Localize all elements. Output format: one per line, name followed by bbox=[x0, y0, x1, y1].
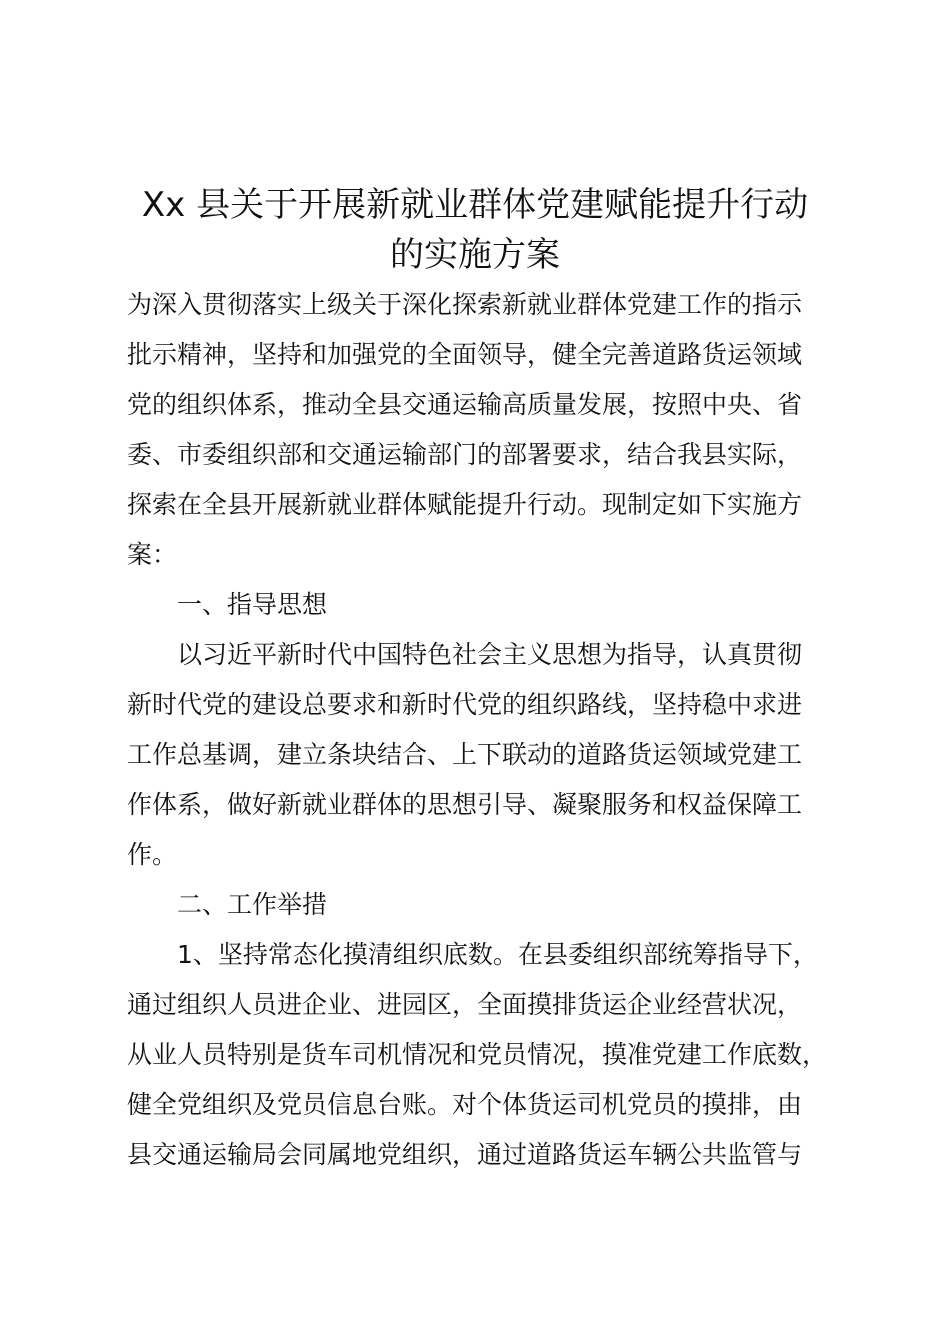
body-line: 1、坚持常态化摸清组织底数。在县委组织部统筹指导下， bbox=[177, 940, 818, 969]
body-line: 通过组织人员进企业、进园区，全面摸排货运企业经营状况， bbox=[127, 990, 803, 1019]
body-line: 案： bbox=[127, 540, 178, 569]
section-heading-guiding-ideology: 一、指导思想 bbox=[177, 590, 328, 619]
section-heading-work-measures: 二、工作举措 bbox=[177, 890, 328, 919]
body-line: 新时代党的建设总要求和新时代党的组织路线，坚持稳中求进 bbox=[127, 690, 803, 719]
body-line: 批示精神，坚持和加强党的全面领导，健全完善道路货运领域 bbox=[127, 340, 803, 369]
document-title-line-2: 的实施方案 bbox=[390, 235, 560, 275]
body-line: 委、市委组织部和交通运输部门的部署要求，结合我县实际， bbox=[127, 440, 803, 469]
body-line: 作体系，做好新就业群体的思想引导、凝聚服务和权益保障工 bbox=[127, 790, 803, 819]
body-line: 作。 bbox=[127, 840, 178, 869]
body-line: 为深入贯彻落实上级关于深化探索新就业群体党建工作的指示 bbox=[127, 290, 803, 319]
body-line: 健全党组织及党员信息台账。对个体货运司机党员的摸排，由 bbox=[127, 1090, 803, 1119]
body-line: 县交通运输局会同属地党组织，通过道路货运车辆公共监管与 bbox=[127, 1140, 803, 1169]
body-line: 探索在全县开展新就业群体赋能提升行动。现制定如下实施方 bbox=[127, 490, 803, 519]
body-line: 从业人员特别是货车司机情况和党员情况，摸准党建工作底数， bbox=[127, 1040, 828, 1069]
body-line: 党的组织体系，推动全县交通运输高质量发展，按照中央、省 bbox=[127, 390, 803, 419]
body-line: 以习近平新时代中国特色社会主义思想为指导，认真贯彻 bbox=[177, 640, 803, 669]
document-title-line-1: Xx 县关于开展新就业群体党建赋能提升行动 bbox=[141, 185, 809, 225]
body-line: 工作总基调，建立条块结合、上下联动的道路货运领域党建工 bbox=[127, 740, 803, 769]
